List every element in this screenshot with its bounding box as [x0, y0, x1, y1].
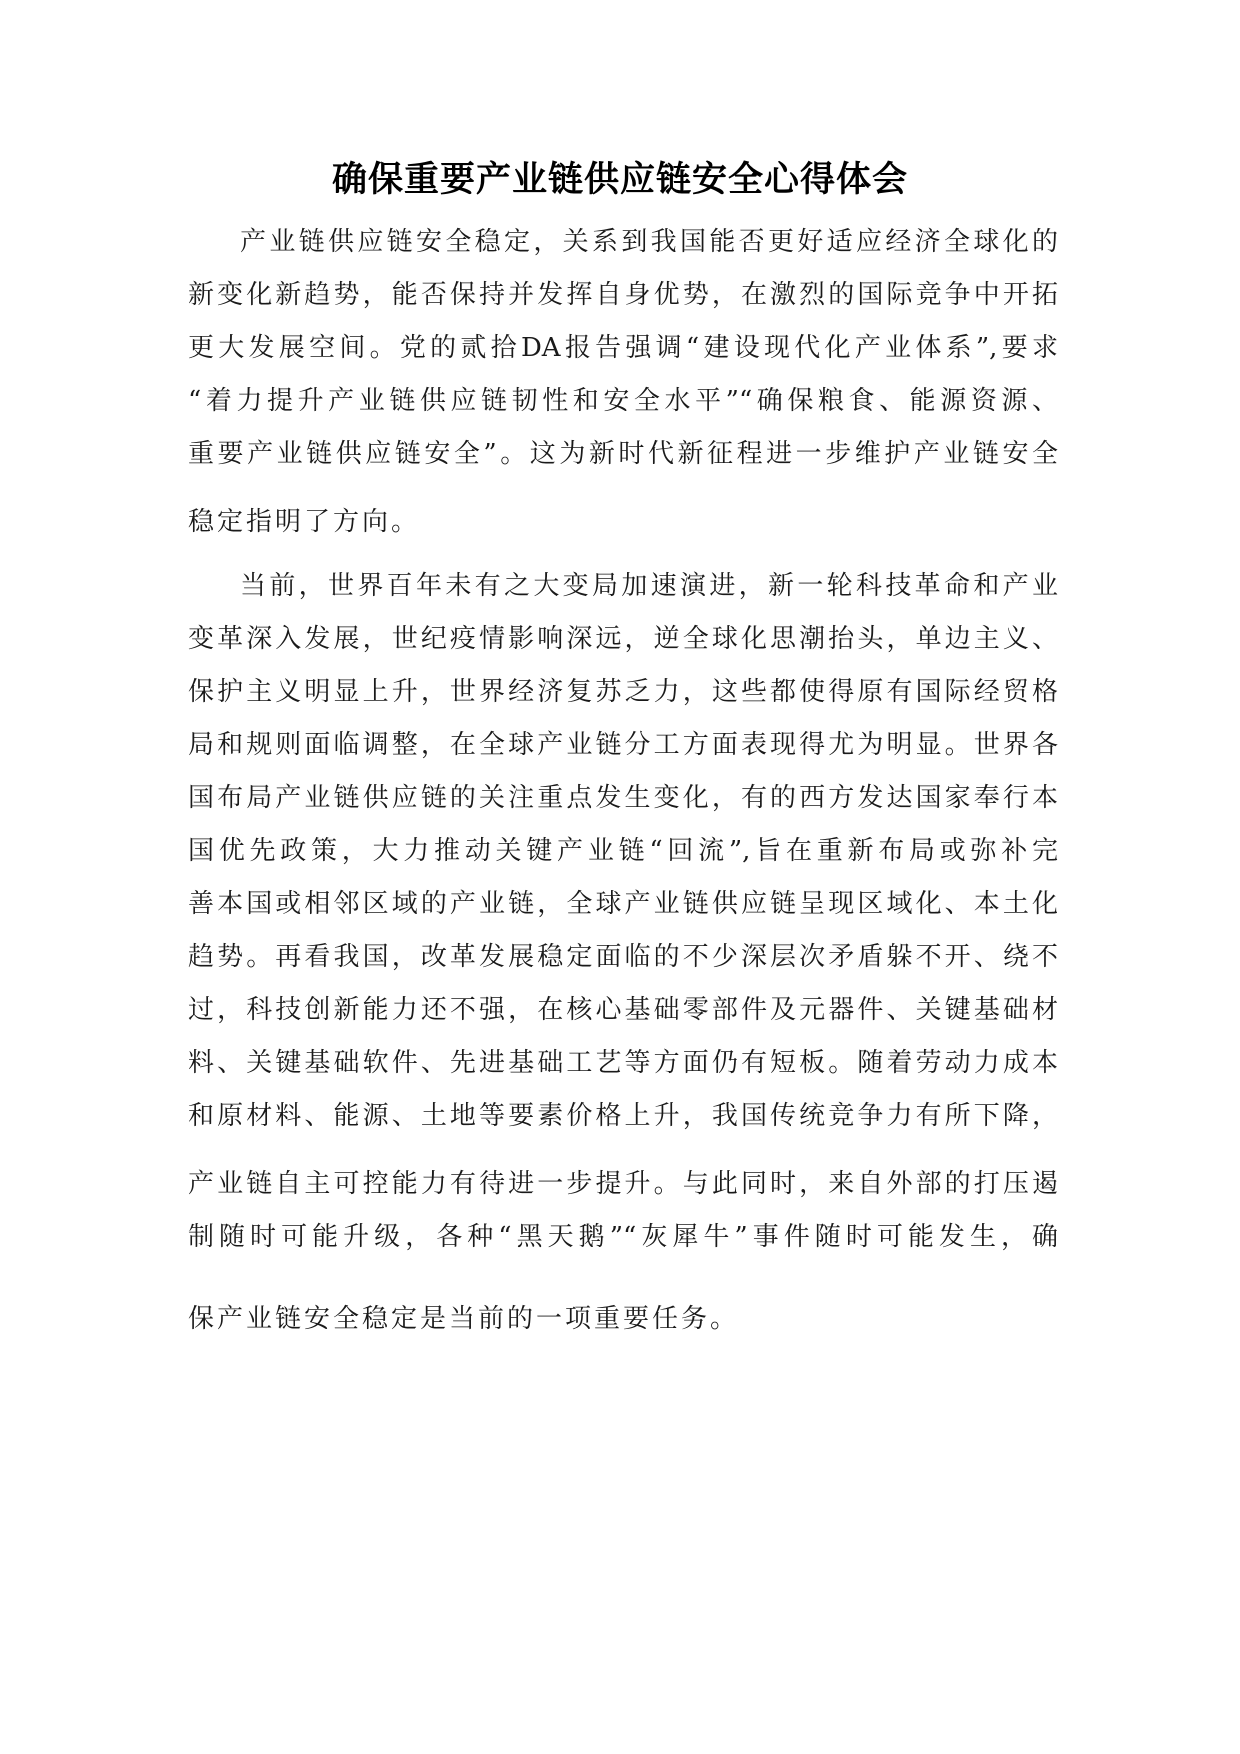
paragraph-1-line-1: 产业链供应链安全稳定，关系到我国能否更好适应经济全球化的	[240, 227, 1058, 257]
paragraph-2-line-11: 和原材料、能源、土地等要素价格上升，我国传统竞争力有所下降，	[188, 1101, 1058, 1131]
paragraph-1-line-3: 更大发展空间。党的贰拾DA报告强调“建设现代化产业体系”,要求	[188, 333, 1058, 363]
paragraph-2-line-9: 过，科技创新能力还不强，在核心基础零部件及元器件、关键基础材	[188, 995, 1058, 1025]
paragraph-2-line-10: 料、关键基础软件、先进基础工艺等方面仍有短板。随着劳动力成本	[188, 1048, 1058, 1078]
paragraph-1-line-2: 新变化新趋势，能否保持并发挥自身优势，在激烈的国际竞争中开拓	[188, 280, 1058, 310]
paragraph-1-line-5: 重要产业链供应链安全”。这为新时代新征程进一步维护产业链安全	[188, 439, 1058, 469]
paragraph-2-line-6: 国优先政策，大力推动关键产业链“回流”,旨在重新布局或弥补完	[188, 836, 1058, 866]
paragraph-2-line-8: 趋势。再看我国，改革发展稳定面临的不少深层次矛盾躲不开、绕不	[188, 942, 1058, 972]
document-title: 确保重要产业链供应链安全心得体会	[331, 159, 908, 200]
paragraph-2-line-2: 变革深入发展，世纪疫情影响深远，逆全球化思潮抬头，单边主义、	[188, 624, 1058, 654]
paragraph-1-line-4: “着力提升产业链供应链韧性和安全水平”“确保粮食、能源资源、	[188, 386, 1058, 416]
paragraph-2-line-3: 保护主义明显上升，世界经济复苏乏力，这些都使得原有国际经贸格	[188, 677, 1058, 707]
paragraph-2-line-4: 局和规则面临调整，在全球产业链分工方面表现得尤为明显。世界各	[188, 730, 1058, 760]
paragraph-2-line-14: 保产业链安全稳定是当前的一项重要任务。	[188, 1304, 740, 1334]
paragraph-2-line-5: 国布局产业链供应链的关注重点发生变化，有的西方发达国家奉行本	[188, 783, 1058, 813]
paragraph-2-line-13: 制随时可能升级，各种“黑天鹅”“灰犀牛”事件随时可能发生，确	[188, 1222, 1058, 1252]
paragraph-2-line-1: 当前，世界百年未有之大变局加速演进，新一轮科技革命和产业	[240, 571, 1058, 601]
paragraph-2-line-12: 产业链自主可控能力有待进一步提升。与此同时，来自外部的打压遏	[188, 1169, 1058, 1199]
paragraph-2-line-7: 善本国或相邻区域的产业链，全球产业链供应链呈现区域化、本土化	[188, 889, 1058, 919]
paragraph-1-line-6: 稳定指明了方向。	[188, 507, 421, 537]
